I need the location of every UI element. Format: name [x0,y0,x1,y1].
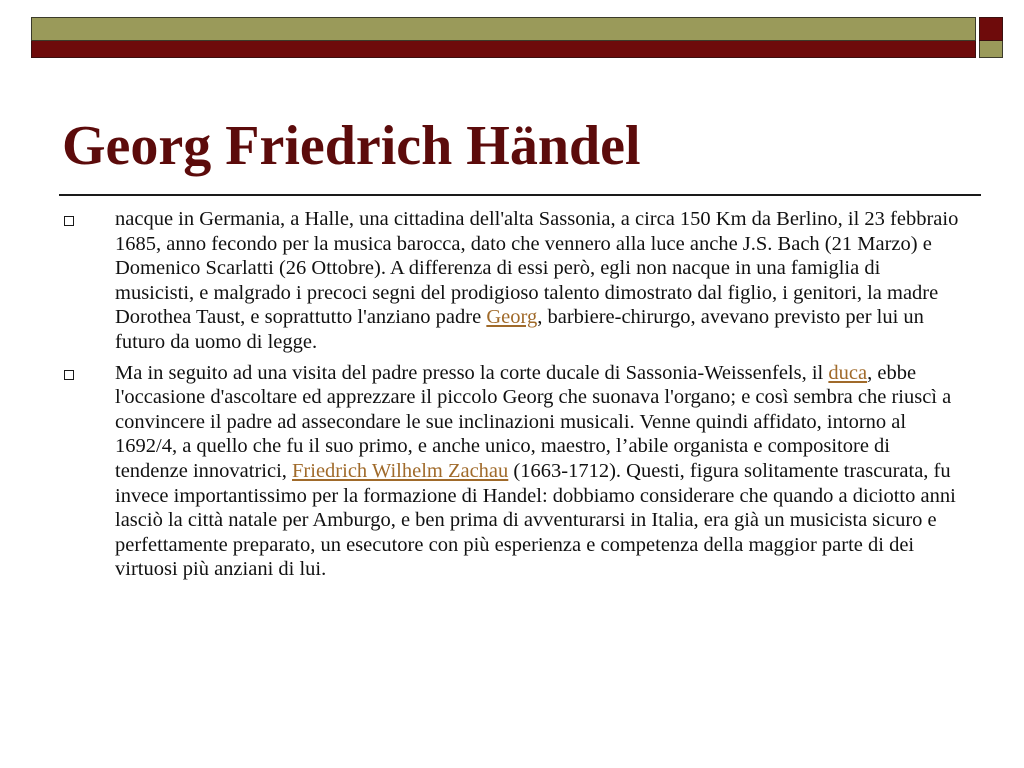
link-georg[interactable]: Georg [486,306,538,329]
bullet-text: nacque in Germania, a Halle, una cittadina dell'alta Sassonia, a circa 150 Km da Berlino, il 23 febbraio 1685, anno fecondo per la musica barocca, dato che vennero alla luce anche J.S. Bach (21 Marzo) e Domenico Scarlatti (26 Ottobre). A differenza di essi però, egli non nacque in una famiglia di musicisti, e malgrado i precoci segni del prodigioso talento dimostrato dal figlio, i genitori, la madre Dorothea Taust, e soprattutto l'anziano padre [115,208,959,329]
bullet-item [60,207,960,355]
corner-square-olive [979,41,1003,58]
title-divider [59,194,981,196]
bullet-text: Ma in seguito ad una visita del padre presso la corte ducale di Sassonia-Weissenfels, il [115,361,829,384]
bullet-text: , barbiere-chirurgo, avevano previsto per lui un futuro da uomo di legge. [115,306,924,353]
slide-title: Georg Friedrich Händel [62,115,641,177]
corner-square-maroon [979,17,1003,41]
header-band-maroon [31,41,976,58]
hollow-square-bullet-icon [64,216,74,226]
bullet-list [60,207,960,588]
header-band-olive [31,17,976,41]
hollow-square-bullet-icon [64,370,74,380]
bullet-item [60,361,960,582]
bullet-text: , ebbe l'occasione d'ascoltare ed apprezzare il piccolo Georg che suonava l'organo; e così sembra che riuscì a convincere il padre ad assecondare le sue inclinazioni musicali. Venne quindi affidato, intorno al 1692/4, a quello che fu il suo primo, e anche unico, maestro, l’abile organista e compositore di tendenze innovatrici, [115,361,952,482]
link-friedrich-wilhelm-zachau[interactable]: Friedrich Wilhelm Zachau [292,459,509,482]
bullet-text: (1663-1712). Questi, figura solitamente trascurata, fu invece importantissimo per la formazione di Handel: dobbiamo considerare che quando a diciotto anni lasciò la città natale per Amburgo, e ben prima di avventurarsi in Italia, era già un musicista sicuro e perfettamente preparato, un esecutore con più esperienza e competenza della maggior parte di dei virtuosi più anziani di lui. [115,459,956,581]
link-duca[interactable]: duca [828,361,868,384]
